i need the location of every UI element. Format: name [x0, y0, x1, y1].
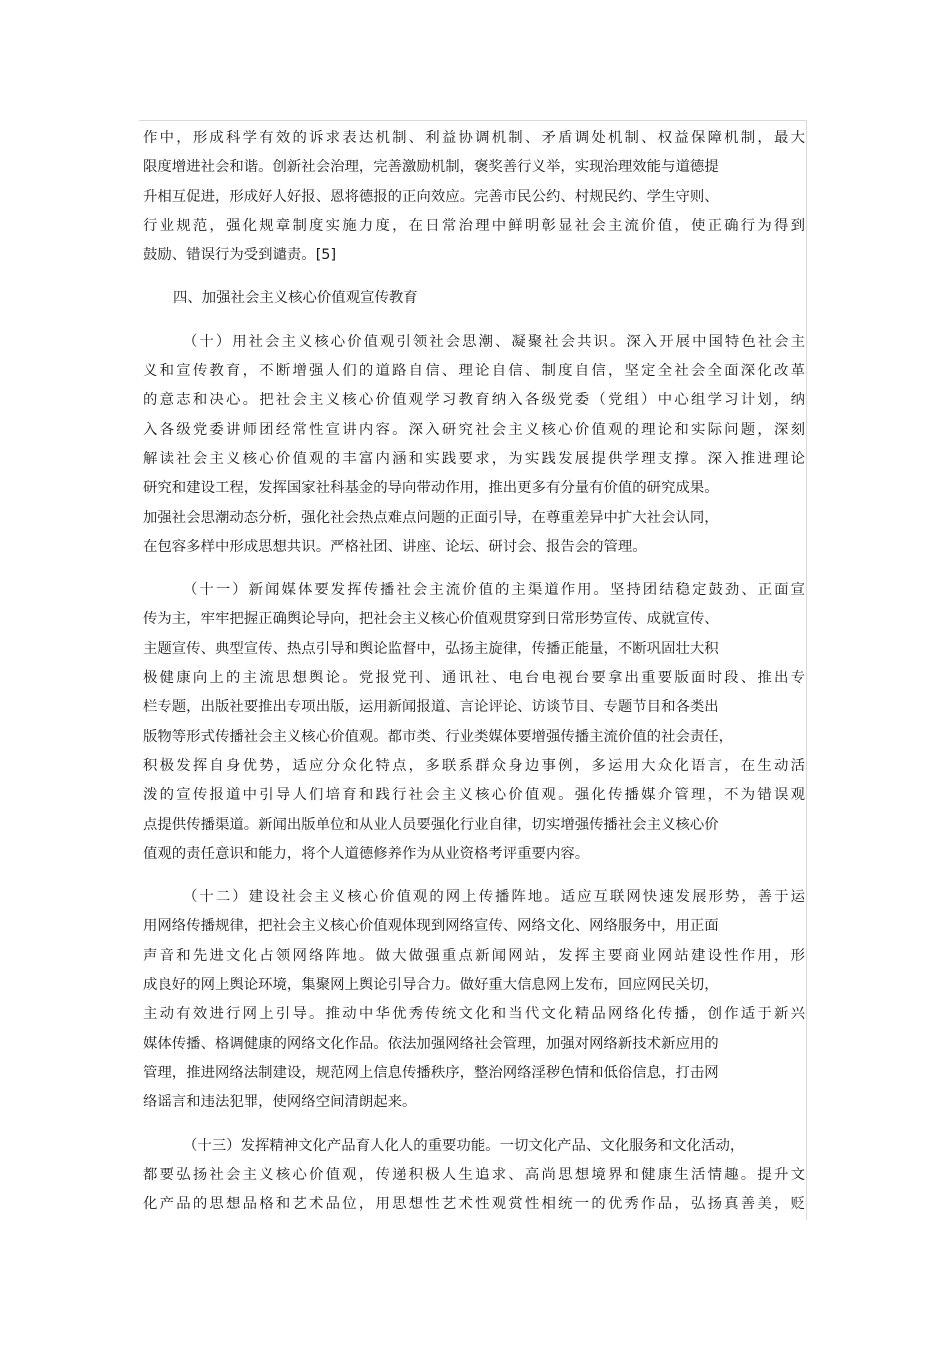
document-body	[143, 124, 805, 1219]
text-line: 主题宣传、典型宣传、热点引导和舆论监督中，弘扬主旋律，传播正能量，不断巩固壮大积	[143, 640, 719, 657]
text-line: （十二）建设社会主义核心价值观的网上传播阵地。适应互联网快速发展形势，善于运	[183, 889, 805, 906]
text-line: 媒体传播、格调健康的网络文化作品。依法加强网络社会管理，加强对网络新技术新应用的	[143, 1035, 719, 1052]
paragraph-continuation	[143, 124, 805, 270]
text-line: 主动有效进行网上引导。推动中华优秀传统文化和当代文化精品网络化传播，创作适于新兴	[143, 1006, 805, 1023]
text-line: 化产品的思想品格和艺术品位，用思想性艺术性观赏性相统一的优秀作品，弘扬真善美，贬	[143, 1196, 805, 1213]
text-line: 入各级党委讲师团经常性宣讲内容。深入研究社会主义核心价值观的理论和实际问题，深刻	[143, 421, 805, 438]
heading-text: 四、加强社会主义核心价值观宣传教育	[173, 290, 418, 307]
text-line: 加强社会思潮动态分析，强化社会热点难点问题的正面引导，在尊重差异中扩大社会认同，	[143, 509, 719, 526]
text-line: 都要弘扬社会主义核心价值观，传递积极人生追求、高尚思想境界和健康生活情趣。提升文	[143, 1166, 805, 1183]
paragraph-item-11	[143, 576, 805, 869]
text-line: 在包容多样中形成思想共识。严格社团、讲座、论坛、研讨会、报告会的管理。	[143, 538, 647, 555]
text-line: 升相互促进，形成好人好报、恩将德报的正向效应。完善市民公约、村规民约、学生守则、	[143, 188, 719, 205]
text-line: 义和宣传教育，不断增强人们的道路自信、理论自信、制度自信，坚定全社会全面深化改革	[143, 363, 805, 380]
text-line: 积极发挥自身优势，适应分众化特点，多联系群众身边事例，多运用大众化语言，在生动活	[143, 757, 805, 774]
text-line: 声音和先进文化占领网络阵地。做大做强重点新闻网站，发挥主要商业网站建设性作用，形	[143, 947, 805, 964]
frame-right-border	[806, 120, 807, 1220]
text-line: （十一）新闻媒体要发挥传播社会主流价值的主渠道作用。坚持团结稳定鼓劲、正面宣	[183, 582, 805, 599]
section-heading	[143, 284, 805, 313]
paragraph-item-10	[143, 328, 805, 562]
text-line: 泼的宣传报道中引导人们培育和践行社会主义核心价值观。强化传播媒介管理，不为错误观	[143, 787, 805, 804]
text-line: 栏专题，出版社要推出专项出版，运用新闻报道、言论评论、访谈节目、专题节目和各类出	[143, 699, 719, 716]
text-line: 解读社会主义核心价值观的丰富内涵和实践要求，为实践发展提供学理支撑。深入推进理论	[143, 450, 805, 467]
text-line: 极健康向上的主流思想舆论。党报党刊、通讯社、电台电视台要拿出重要版面时段、推出专	[143, 670, 805, 687]
paragraph-item-12	[143, 883, 805, 1117]
text-line: 用网络传播规律，把社会主义核心价值观体现到网络宣传、网络文化、网络服务中，用正面	[143, 918, 719, 935]
text-line: 络谣言和违法犯罪，使网络空间清朗起来。	[143, 1094, 417, 1111]
paragraph-item-13	[143, 1132, 805, 1220]
text-line: 研究和建设工程，发挥国家社科基金的导向带动作用，推出更多有分量有价值的研究成果。	[143, 480, 719, 497]
frame-top-border	[139, 120, 807, 121]
text-line: 点提供传播渠道。新闻出版单位和从业人员要强化行业自律，切实增强传播社会主义核心价	[143, 816, 719, 833]
text-line: 行业规范，强化规章制度实施力度，在日常治理中鲜明彰显社会主流价值，使正确行为得到	[143, 217, 805, 234]
text-line: 传为主，牢牢把握正确舆论导向，把社会主义核心价值观贯穿到日常形势宣传、成就宣传、	[143, 611, 719, 628]
text-line: 成良好的网上舆论环境，集聚网上舆论引导合力。做好重大信息网上发布，回应网民关切，	[143, 977, 719, 994]
text-line: 作中，形成科学有效的诉求表达机制、利益协调机制、矛盾调处机制、权益保障机制，最大	[143, 130, 805, 146]
text-line: 管理，推进网络法制建设，规范网上信息传播秩序，整治网络淫秽色情和低俗信息，打击网	[143, 1064, 719, 1081]
text-line: 鼓励、错误行为受到谴责。[5]	[143, 247, 337, 264]
text-line: 值观的责任意识和能力，将个人道德修养作为从业资格考评重要内容。	[143, 845, 590, 862]
text-line: 限度增进社会和谐。创新社会治理，完善激励机制，褒奖善行义举，实现治理效能与道德提	[143, 159, 719, 176]
text-line: （十三）发挥精神文化产品育人化人的重要功能。一切文化产品、文化服务和文化活动，	[183, 1137, 745, 1154]
text-line: 版物等形式传播社会主义核心价值观。都市类、行业类媒体要增强传播主流价值的社会责任，	[143, 728, 734, 745]
text-line: 的意志和决心。把社会主义核心价值观学习教育纳入各级党委（党组）中心组学习计划，纳	[143, 392, 805, 409]
text-line: （十）用社会主义核心价值观引领社会思潮、凝聚社会共识。深入开展中国特色社会主	[183, 333, 805, 350]
